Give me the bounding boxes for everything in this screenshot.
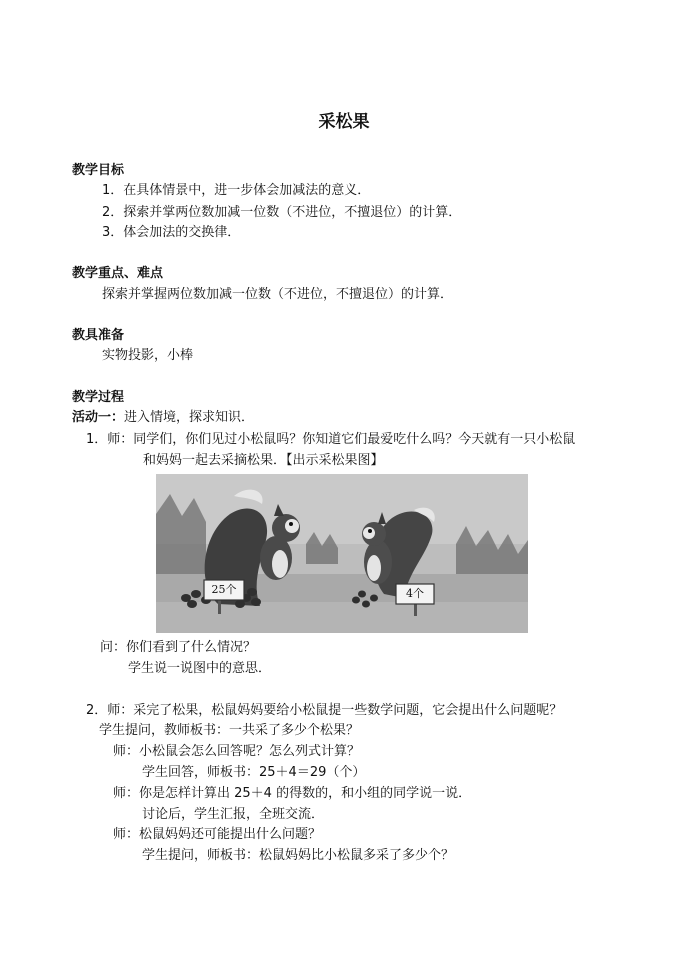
- question-answer: 学生说一说图中的意思．: [128, 661, 272, 676]
- goal-item-2: 2．探索并掌两位数加减一位数（不进位，不擅退位）的计算．: [102, 205, 462, 220]
- sign-right: 4个: [406, 587, 424, 600]
- step1-line1: 1．师：同学们，你们见过小松鼠吗？你知道它们最爱吃什么吗？今天就有一只小松鼠: [86, 432, 576, 447]
- step2-line3: 师：小松鼠会怎么回答呢？怎么列式计算？: [113, 744, 361, 759]
- focus-text: 探索并掌握两位数加减一位数（不进位，不擅退位）的计算．: [102, 287, 454, 302]
- step2-line2: 学生提问，教师板书：一共采了多少个松果？: [99, 723, 360, 738]
- illustration-svg: [156, 474, 528, 633]
- question-line: 问：你们看到了什么情况？: [100, 640, 257, 655]
- goal-item-1: 1．在具体情景中，进一步体会加减法的意义．: [102, 183, 371, 198]
- tools-text: 实物投影，小棒: [102, 348, 194, 363]
- goals-heading: 教学目标: [72, 163, 125, 178]
- step2-line1: 2．师：采完了松果，松鼠妈妈要给小松鼠提一些数学问题，它会提出什么问题呢？: [86, 703, 563, 718]
- step2-line6: 讨论后，学生汇报，全班交流．: [142, 807, 325, 822]
- sign-left: 25个: [211, 583, 237, 596]
- step2-line8: 学生提问，师板书：松鼠妈妈比小松鼠多采了多少个？: [142, 848, 455, 863]
- focus-heading: 教学重点、难点: [72, 266, 164, 281]
- step1-line2: 和妈妈一起去采摘松果．【出示采松果图】: [143, 453, 384, 468]
- activity-text: 进入情境，探求知识．: [124, 410, 255, 425]
- activity-label: 活动一：: [72, 410, 125, 425]
- step2-line7: 师：松鼠妈妈还可能提出什么问题？: [113, 827, 322, 842]
- goal-item-3: 3．体会加法的交换律．: [102, 225, 241, 240]
- step2-line5: 师：你是怎样计算出 25＋4 的得数的，和小组的同学说一说．: [113, 786, 472, 801]
- process-heading: 教学过程: [72, 390, 125, 405]
- page-title: 采松果: [318, 112, 370, 132]
- squirrel-picking-pinecones-illustration: [156, 474, 528, 633]
- step2-line4: 学生回答，师板书：25＋4＝29（个）: [142, 765, 366, 780]
- activity-line: [72, 409, 254, 427]
- tools-heading: 教具准备: [72, 328, 125, 343]
